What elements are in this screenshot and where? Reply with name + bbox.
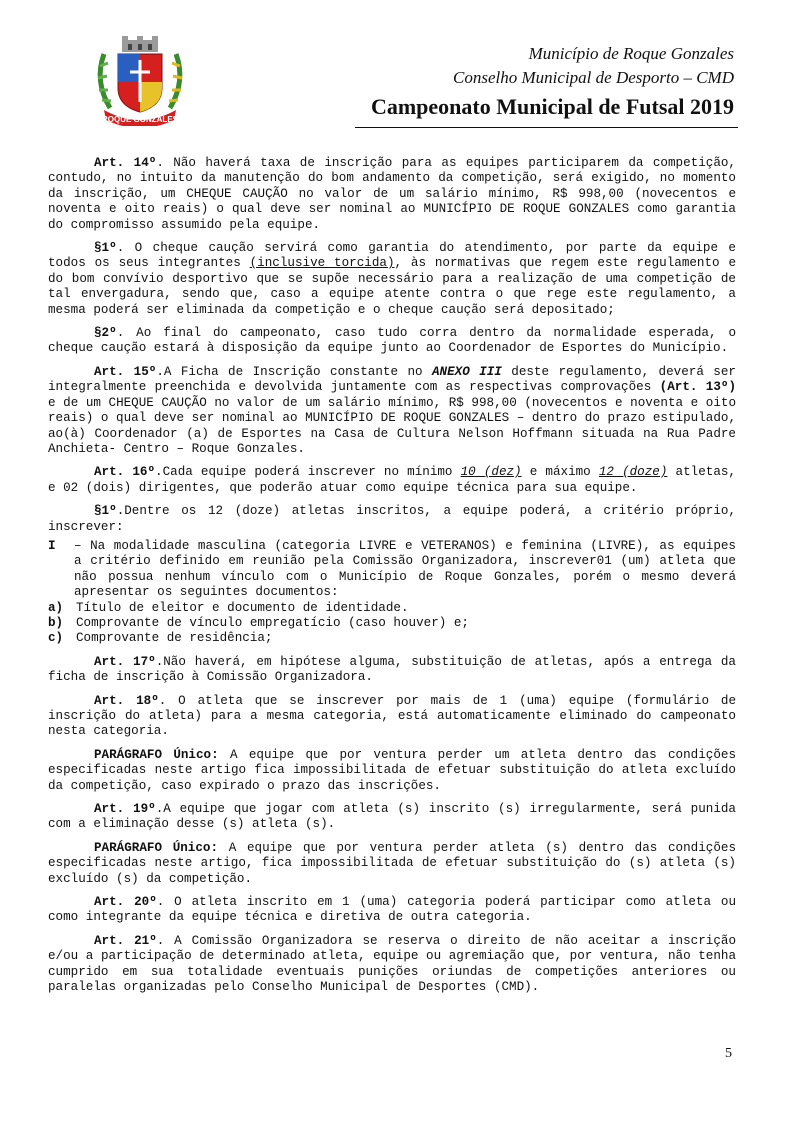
article-18: Art. 18º. O atleta que se inscrever por mais de 1 (uma) equipe (formulário de inscrição do atleta) para a mesma categoria, está automaticamente eliminado do campeonato nesta categoria. — [48, 693, 737, 739]
list-item-I: I – Na modalidade masculina (categoria LIVRE e VETERANOS) e feminina (LIVRE), as equipes a critério definido em reunião pela Comissão Organizadora, inscrever01 (um) atleta que não possua nenhum vínculo com o Município de Roque Gonzales, porém o mesmo deverá apresentar os seguintes documentos: — [48, 538, 736, 600]
council-name: Conselho Municipal de Desporto – CMD — [453, 68, 734, 87]
logo-ribbon-text: ROQUE GONZALES — [101, 115, 179, 124]
article-14-paragraph-2: §2º. Ao final do campeonato, caso tudo corra dentro da normalidade esperada, o cheque caução estará à disposição da equipe junto ao Coordenador de Esportes do Município. — [48, 326, 736, 356]
list-item-c: c) Comprovante de residência; — [48, 631, 273, 646]
article-20: Art. 20º. O atleta inscrito em 1 (uma) categoria poderá participar como atleta ou como integrante da equipe técnica e diretiva de outra categoria. — [48, 895, 736, 925]
registration-list — [48, 539, 736, 647]
municipality-name: Município de Roque Gonzales — [528, 44, 734, 63]
header-divider — [355, 127, 738, 128]
article-17: Art. 17º.Não haverá, em hipótese alguma, substituição de atletas, após a entrega da ficha de inscrição à Comissão Organizadora. — [48, 654, 736, 685]
document-header — [371, 42, 734, 122]
article-14: Art. 14º. Não haverá taxa de inscrição para as equipes participarem da competição, contudo, no intuito da manutenção do bom andamento da competição, será exigido, no momento da inscrição, um CHEQUE CAUÇÃO no valor de um salário mínimo, R$ 998,00 (novecentos e noventa e oito reais) o qual deve ser nominal ao MUNICÍPIO DE ROQUE GONZALES como garantia do compromisso assumido pela equipe. — [48, 156, 736, 232]
regulation-body — [48, 156, 736, 1004]
article-15: Art. 15º.A Ficha de Inscrição constante no ANEXO III deste regulamento, deverá ser integralmente preenchida e devolvida juntamente com as respectivas comprovações (Art. 13º) e de um CHEQUE CAUÇÃO no valor de um salário mínimo, R$ 998,00 (novecentos e noventa e oito reais) o qual deve ser nominal ao MUNICÍPIO DE ROQUE GONZALES – dentro do prazo estipulado, ao(à) Coordenador (a) de Esportes na Casa de Cultura Nelson Hoffmann situada na Rua Padre Anchieta- Centro – Roque Gonzales. — [48, 364, 736, 456]
article-16: Art. 16º.Cada equipe poderá inscrever no mínimo 10 (dez) e máximo 12 (doze) atletas, e 02 (dois) dirigentes, que poderão atuar como equipe técnica para sua equipe. — [48, 465, 736, 495]
article-14-paragraph-1: §1º. O cheque caução servirá como garantia do atendimento, por parte da equipe e todos os seus integrantes (inclusive torcida), às normativas que regem este regulamento e do bom convívio desportivo que se supõe necessário para a realização de uma competição de tal envergadura, sendo que, caso a equipe atente contra o que rege este regulamento, a mesma poderá ser eliminada da competição e o cheque caução será depositado; — [48, 241, 736, 317]
list-item-a: a) Título de eleitor e documento de identidade. — [48, 600, 409, 615]
article-18-sole-paragraph: PARÁGRAFO Único: A equipe que por ventura perder um atleta dentro das condições especificadas neste artigo fica impossibilitada de efetuar substituição do atleta excluído da competição, caso expirado o prazo das inscrições. — [48, 747, 737, 793]
municipal-coat-of-arms-logo — [90, 36, 190, 126]
article-16-paragraph-1: §1º.Dentre os 12 (doze) atletas inscritos, a equipe poderá, a critério próprio, inscrever: — [48, 504, 736, 534]
document-title: Campeonato Municipal de Futsal 2019 — [370, 94, 734, 119]
page-number: 5 — [725, 1046, 732, 1061]
article-21: Art. 21º. A Comissão Organizadora se reserva o direito de não aceitar a inscrição e/ou a participação de determinado atleta, equipe ou agremiação que, por ventura, não tenha cumprido em sua totalidade eventuais punições oriundas de competições anteriores ou paralelas organizadas pelo Conselho Municipal de Desportes (CMD). — [48, 933, 736, 995]
article-19: Art. 19º.A equipe que jogar com atleta (s) inscrito (s) irregularmente, será punida com a eliminação desse (s) atleta (s). — [48, 802, 736, 832]
article-19-sole-paragraph: PARÁGRAFO Único: A equipe que por ventura perder atleta (s) dentro das condições especificadas neste artigo, fica impossibilitada de efetuar substituição do (s) atleta (s) excluído (s) da competição. — [48, 840, 737, 886]
list-item-b: b) Comprovante de vínculo empregatício (caso houver) e; — [48, 615, 469, 630]
